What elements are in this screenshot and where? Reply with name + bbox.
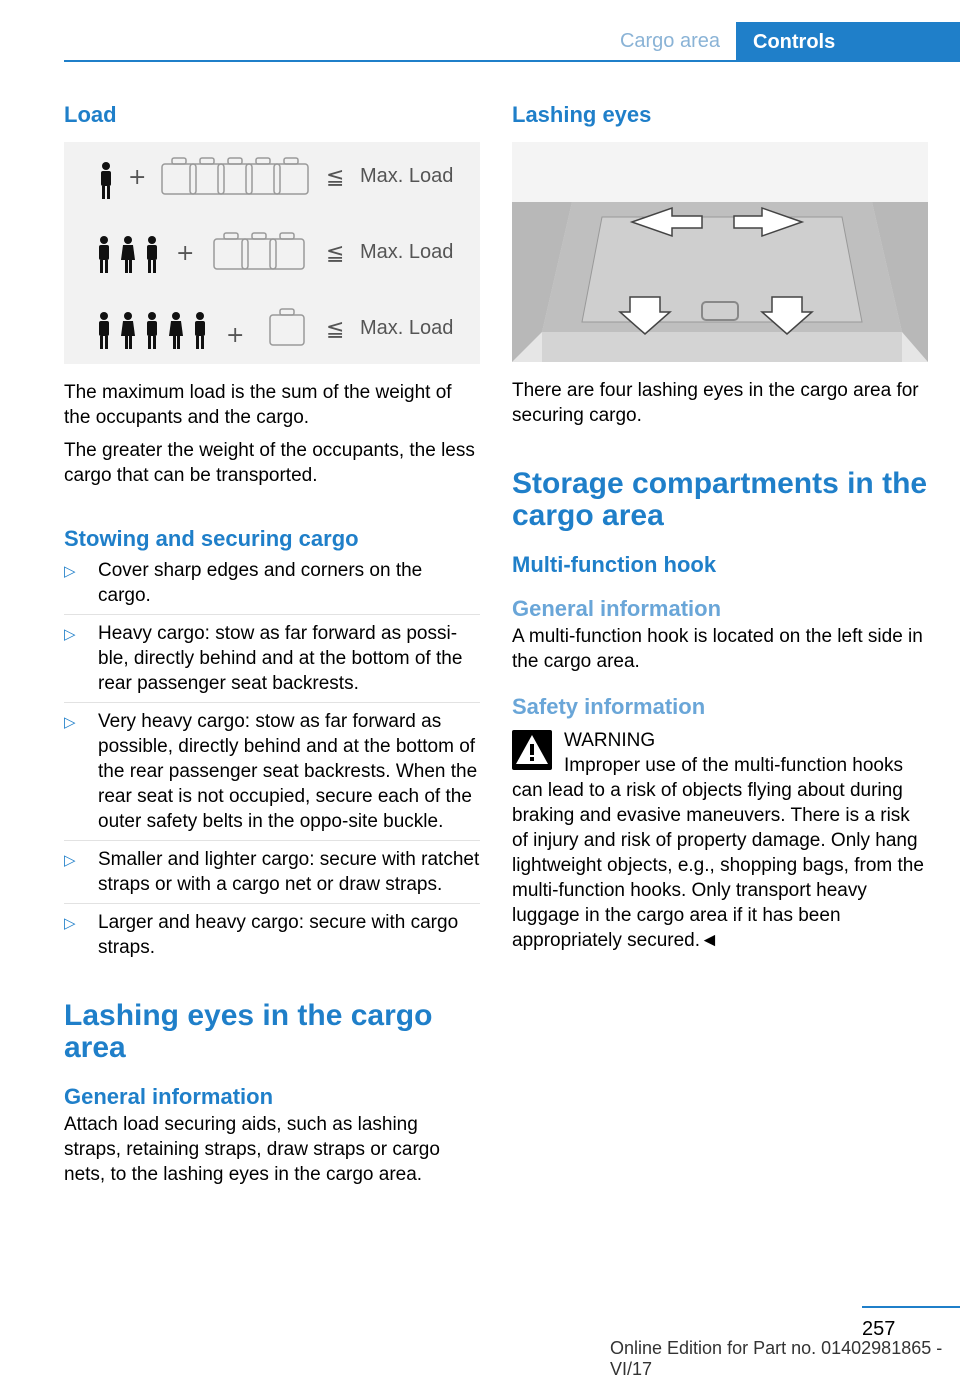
plus-sign-2: + (176, 241, 195, 266)
lashing-section-heading: Lashing eyes in the cargo area (64, 999, 433, 1064)
footer-rule (862, 1306, 960, 1308)
triangle-bullet-icon: ▷ (64, 915, 76, 932)
list-item: ▷ Very heavy cargo: stow as far forward as possible, directly behind and at the bottom of the rear passenger seat backrests. When the rear seat is not occupied, secure each of the outer safety belts in the oppo-site buckle. (64, 709, 480, 841)
hook-general-text: A multi-function hook is located on the left side in the cargo area. (512, 626, 923, 672)
warning-triangle-icon (512, 730, 552, 770)
load-heading: Load (64, 102, 117, 127)
person-icon (101, 162, 111, 199)
max-load-label-3: Max. Load (360, 317, 454, 339)
stowing-heading: Stowing and securing cargo (64, 526, 359, 551)
warning-first-line: Improper use of the multi-function hooks (564, 755, 904, 776)
stowing-list (64, 558, 480, 966)
load-paragraph-1: The maximum load is the sum of the weight of the occupants and the cargo. (64, 382, 452, 428)
load-illustration (64, 142, 480, 364)
less-equal-2: ≦ (326, 241, 345, 266)
plus-sign-1: + (128, 165, 147, 190)
header-rule (64, 60, 960, 62)
triangle-bullet-icon: ▷ (64, 626, 76, 643)
right-column (512, 100, 928, 961)
lashing-eyes-text: There are four lashing eyes in the cargo area for securing cargo. (512, 380, 919, 426)
occupants-luggage-figure (64, 142, 480, 364)
plus-sign-3: + (226, 323, 245, 348)
edition-note: Online Edition for Part no. 01402981865 - VI/17 (610, 1338, 943, 1379)
load-paragraph-2: The greater the weight of the occupants, the less cargo that can be transported. (64, 440, 475, 486)
triangle-bullet-icon: ▷ (64, 563, 76, 580)
triangle-bullet-icon: ▷ (64, 852, 76, 869)
warning-block (512, 728, 928, 953)
header-chapter-tab[interactable]: Controls (736, 22, 960, 62)
multi-function-hook-heading: Multi-function hook (512, 552, 717, 577)
left-column (64, 100, 480, 1195)
list-item: ▷ Cover sharp edges and corners on the cargo. (64, 558, 480, 615)
less-equal-1: ≦ (326, 165, 345, 190)
warning-text: can lead to a risk of objects flying about during braking and evasive maneuvers. There is a risk of injury and risk of property damage. Only hang lightweight objects, e.g., shopping bags, from the multi-function hooks. Only transport heavy luggage in the cargo area if it has been appropriately secured.◄ (512, 780, 924, 951)
list-item: ▷ Smaller and lighter cargo: secure with ratchet straps or with a cargo net or draw straps. (64, 847, 480, 904)
general-info-heading: General information (64, 1084, 274, 1109)
warning-label: WARNING (564, 730, 656, 751)
cargo-area-illustration (512, 142, 928, 362)
lashing-eyes-heading: Lashing eyes (512, 102, 652, 127)
less-equal-3: ≦ (326, 317, 345, 342)
page-number: 257 (862, 1318, 896, 1340)
list-item: ▷ Larger and heavy cargo: secure with cargo straps. (64, 912, 459, 958)
max-load-label-2: Max. Load (360, 241, 454, 263)
list-item: ▷ Heavy cargo: stow as far forward as possi-ble, directly behind and at the bottom of the rear passenger seat backrests. (64, 621, 480, 703)
cargo-area-photo (512, 142, 928, 362)
max-load-label-1: Max. Load (360, 165, 454, 187)
general-info-heading-right: General information (512, 596, 722, 621)
general-info-text: Attach load securing aids, such as lashing straps, retaining straps, draw straps or cargo nets, to the lashing eyes in the cargo area. (64, 1114, 440, 1185)
triangle-bullet-icon: ▷ (64, 714, 76, 731)
safety-info-heading: Safety information (512, 694, 706, 719)
header-section-tab[interactable]: Cargo area (619, 30, 720, 52)
storage-section-heading: Storage compartments in the cargo area (512, 467, 928, 532)
